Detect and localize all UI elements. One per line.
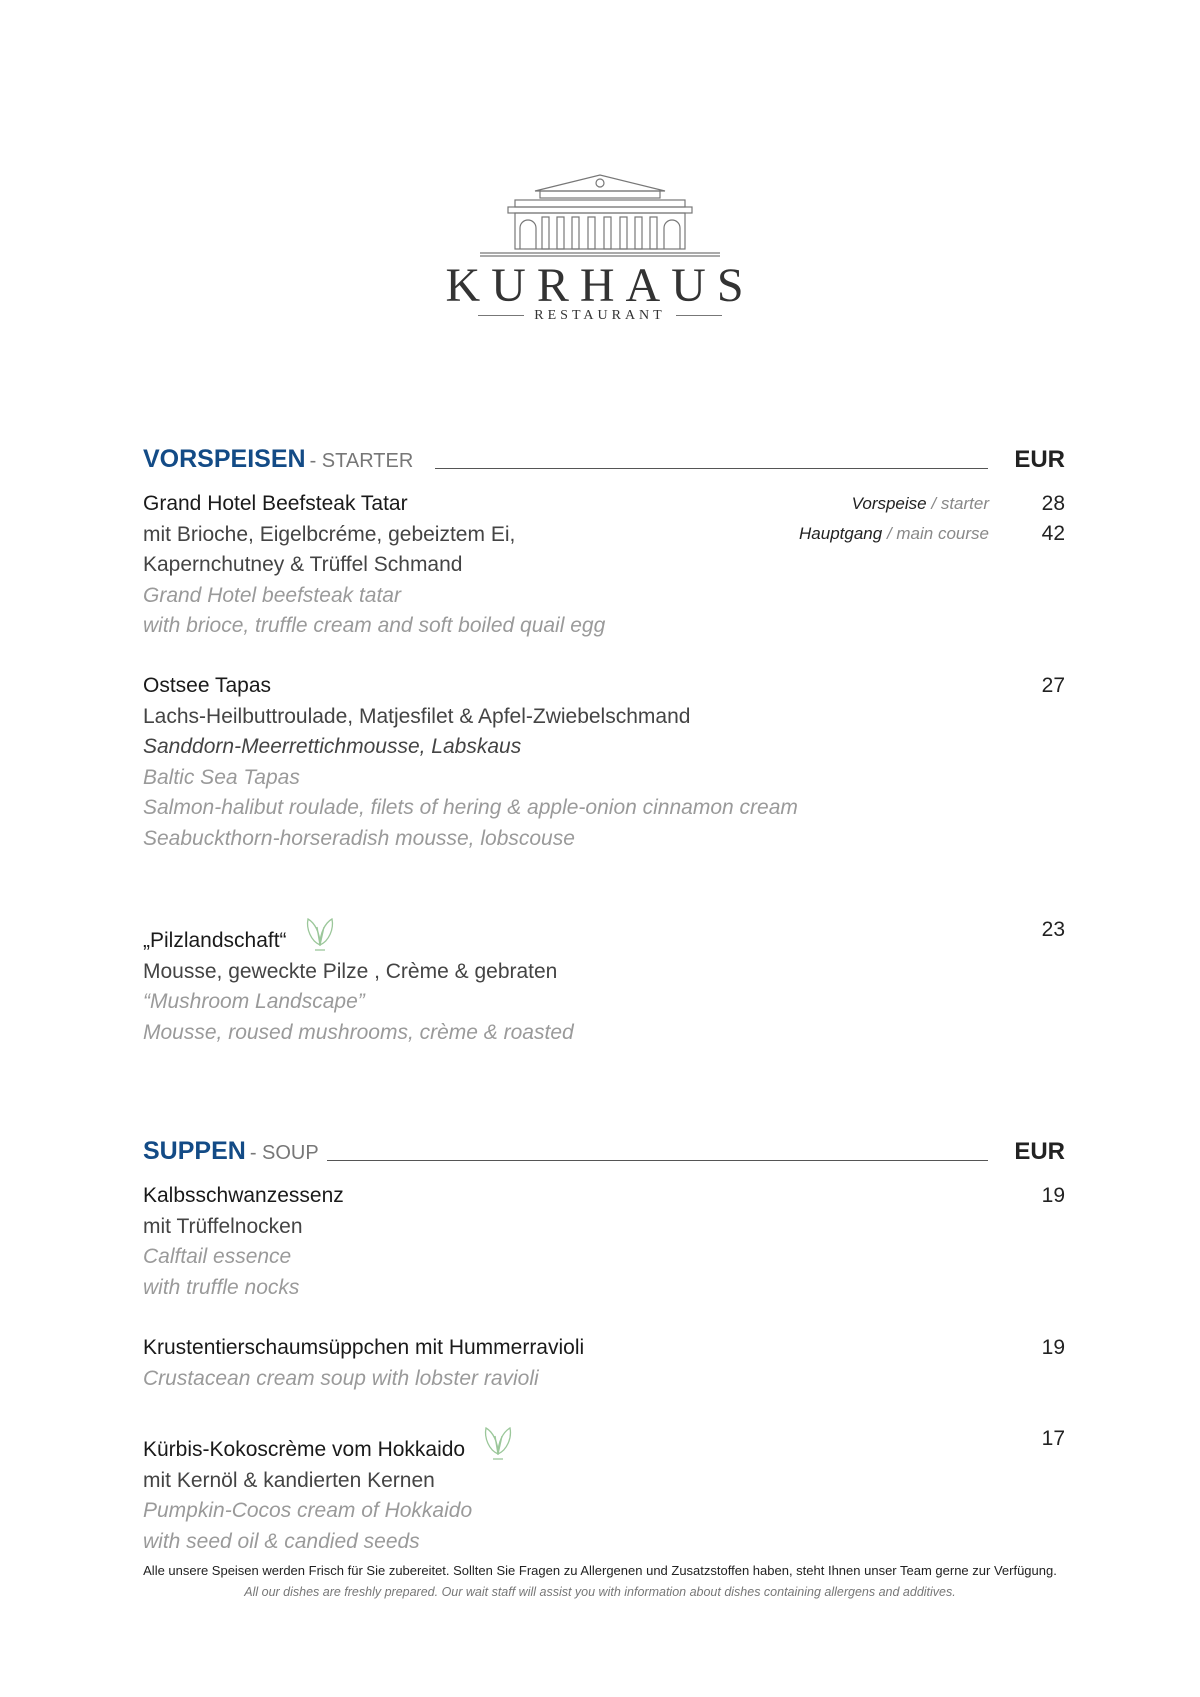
item-desc: Lachs-Heilbuttroulade, Matjesfilet & Apfel-Zwiebelschmand bbox=[143, 704, 691, 728]
currency-label: EUR bbox=[1014, 446, 1065, 473]
item-desc-en: Mousse, roused mushrooms, crème & roasted bbox=[143, 1020, 574, 1044]
brand-subtitle: RESTAURANT bbox=[0, 308, 1200, 324]
price: 28 bbox=[1041, 492, 1065, 515]
item-desc-en: Crustacean cream soup with lobster ravioli bbox=[143, 1366, 539, 1390]
item-desc: mit Kernöl & kandierten Kernen bbox=[143, 1468, 435, 1492]
item-desc-en: Calftail essence bbox=[143, 1245, 292, 1268]
vegan-leaf-icon bbox=[303, 915, 337, 953]
item-desc-en: with truffle nocks bbox=[143, 1275, 300, 1299]
brand-name: KURHAUS bbox=[445, 259, 755, 312]
item-desc: mit Brioche, Eigelbcréme, gebeiztem Ei, bbox=[143, 522, 516, 546]
item-desc: Sanddorn-Meerrettichmousse, Labskaus bbox=[143, 735, 522, 758]
allergen-notice-en: All our dishes are freshly prepared. Our wait staff will assist you with information about dishes containing allergens and additives. bbox=[244, 1585, 956, 1599]
price: 27 bbox=[1041, 674, 1065, 697]
item-desc: Mousse, geweckte Pilze , Crème & gebraten bbox=[143, 959, 558, 983]
vegan-leaf-icon bbox=[481, 1424, 515, 1462]
item-desc: mit Trüffelnocken bbox=[143, 1214, 303, 1238]
menu-item bbox=[143, 1333, 1065, 1394]
item-desc-en: with brioce, truffle cream and soft boiled quail egg bbox=[143, 614, 606, 637]
price: 23 bbox=[1041, 918, 1065, 941]
currency-label: EUR bbox=[1014, 1138, 1065, 1165]
item-name: Krustentierschaumsüppchen mit Hummerravioli bbox=[143, 1336, 585, 1359]
variant-label: Vorspeise / starter bbox=[851, 494, 989, 513]
item-desc-en: with seed oil & candied seeds bbox=[143, 1529, 420, 1553]
menu-item bbox=[143, 1424, 1065, 1557]
section-title: SUPPEN bbox=[143, 1137, 246, 1165]
item-name: Ostsee Tapas bbox=[143, 674, 272, 697]
item-desc: Kapernchutney & Trüffel Schmand bbox=[143, 553, 463, 576]
section-subtitle: - STARTER bbox=[309, 450, 414, 472]
item-desc-en: “Mushroom Landscape” bbox=[143, 990, 365, 1013]
menu-item bbox=[143, 915, 1065, 1048]
price: 17 bbox=[1041, 1427, 1065, 1450]
menu-item bbox=[143, 671, 1065, 854]
item-name: Kürbis-Kokoscrème vom Hokkaido bbox=[143, 1438, 466, 1461]
item-desc-en: Baltic Sea Tapas bbox=[143, 765, 300, 789]
divider bbox=[327, 1160, 989, 1161]
item-name: „Pilzlandschaft“ bbox=[143, 929, 287, 952]
section-subtitle: - SOUP bbox=[249, 1142, 319, 1164]
item-desc-en: Pumpkin-Cocos cream of Hokkaido bbox=[143, 1499, 473, 1522]
divider bbox=[435, 468, 988, 469]
item-desc-en: Grand Hotel beefsteak tatar bbox=[143, 583, 401, 607]
menu-item bbox=[143, 489, 1065, 642]
price: 19 bbox=[1041, 1184, 1065, 1207]
section-header-soup bbox=[143, 1132, 1065, 1166]
price: 19 bbox=[1041, 1336, 1065, 1359]
section-header-starter bbox=[143, 440, 1065, 474]
price: 42 bbox=[1041, 522, 1065, 545]
item-name: Kalbsschwanzessenz bbox=[143, 1184, 344, 1207]
variant-label: Hauptgang / main course bbox=[799, 524, 989, 543]
item-name: Grand Hotel Beefsteak Tatar bbox=[143, 492, 408, 515]
menu-item bbox=[143, 1181, 1065, 1303]
item-desc-en: Salmon-halibut roulade, filets of hering & apple-onion cinnamon cream bbox=[143, 796, 798, 819]
allergen-notice-de: Alle unsere Speisen werden Frisch für Sie zubereitet. Sollten Sie Fragen zu Allergenen und Zusatzstoffen haben, steht Ihnen unser Team gerne zur Verfügung. bbox=[143, 1563, 1057, 1578]
section-title: VORSPEISEN bbox=[143, 445, 306, 473]
item-desc-en: Seabuckthorn-horseradish mousse, lobscouse bbox=[143, 826, 575, 850]
